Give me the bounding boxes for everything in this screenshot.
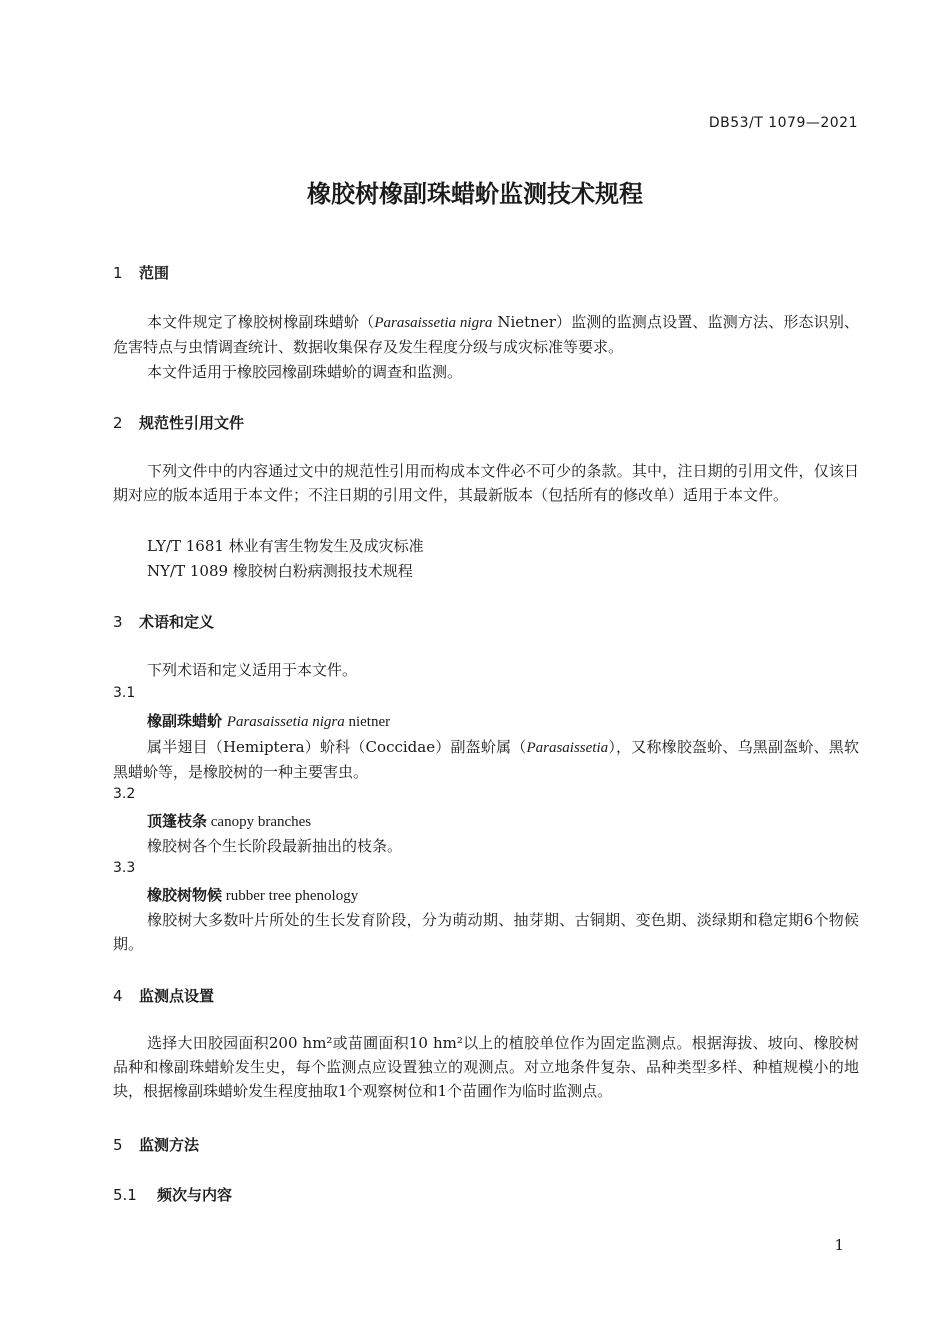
- section-4-heading: [113, 985, 214, 1006]
- term-heading: 橡副珠蜡蚧 Parasaissetia nigra nietner: [147, 712, 391, 730]
- term-definition: 橡胶树大多数叶片所处的生长发育阶段，分为萌动期、抽芽期、古铜期、变色期、淡绿期和稳定期6个物候期。: [113, 911, 859, 953]
- section-title: 规范性引用文件: [139, 414, 245, 432]
- section-title: 范围: [139, 264, 170, 282]
- section-number: 5: [113, 1136, 123, 1154]
- section-number: 4: [113, 987, 123, 1005]
- subsection-5-1-heading: [113, 1184, 232, 1205]
- section-title: 监测点设置: [139, 987, 215, 1005]
- term-number: 3.1: [113, 685, 136, 701]
- section-5-heading: [113, 1134, 199, 1155]
- section-number: 1: [113, 264, 123, 282]
- reference-item: LY/T 1681 林业有害生物发生及成灾标准: [147, 537, 424, 555]
- page-number: 1: [834, 1236, 844, 1254]
- term-definition: 属半翅目（Hemiptera）蚧科（Coccidae）副盔蚧属（Parasaissetia），又称橡胶盔蚧、乌黑副盔蚧、黑软黑蜡蚧等，是橡胶树的一种主要害虫。: [113, 738, 859, 781]
- subsection-number: 5.1: [113, 1186, 137, 1204]
- section-3-heading: [113, 611, 214, 632]
- normative-paragraph: 下列文件中的内容通过文中的规范性引用而构成本文件必不可少的条款。其中，注日期的引用文件，仅该日期对应的版本适用于本文件；不注日期的引用文件，其最新版本（包括所有的修改单）适用于本文件。: [113, 462, 859, 504]
- section-title: 术语和定义: [139, 613, 215, 631]
- section-1-heading: [113, 262, 169, 283]
- section-title: 监测方法: [139, 1136, 200, 1154]
- section-number: 2: [113, 414, 123, 432]
- standard-code: DB53/T 1079—2021: [708, 115, 858, 131]
- term-heading: 顶篷枝条 canopy branches: [147, 812, 312, 830]
- term-definition: 橡胶树各个生长阶段最新抽出的枝条。: [147, 837, 403, 855]
- term-number: 3.3: [113, 860, 136, 876]
- section-number: 3: [113, 613, 123, 631]
- monitoring-site-paragraph: 选择大田胶园面积200 hm²或苗圃面积10 hm²以上的植胶单位作为固定监测点。根据海拔、坡向、橡胶树品种和橡副珠蜡蚧发生史，每个监测点应设置独立的观测点。对立地条件复杂、品种类型多样、种植规模小的地块，根据橡副珠蜡蚧发生程度抽取1个观察树位和1个苗圃作为临时监测点。: [113, 1034, 859, 1100]
- scope-paragraph-2: 本文件适用于橡胶园橡副珠蜡蚧的调查和监测。: [147, 363, 463, 381]
- reference-item: NY/T 1089 橡胶树白粉病测报技术规程: [147, 562, 413, 580]
- scope-paragraph-1: 本文件规定了橡胶树橡副珠蜡蚧（Parasaissetia nigra Nietner）监测的监测点设置、监测方法、形态识别、危害特点与虫情调查统计、数据收集保存及发生程度分级与成灾标准等要求。: [113, 313, 859, 356]
- term-heading: 橡胶树物候 rubber tree phenology: [147, 886, 359, 904]
- document-title: 橡胶树橡副珠蜡蚧监测技术规程: [307, 180, 643, 208]
- term-number: 3.2: [113, 786, 136, 802]
- terms-intro: 下列术语和定义适用于本文件。: [147, 661, 358, 679]
- subsection-title: 频次与内容: [157, 1186, 233, 1204]
- section-2-heading: [113, 412, 244, 433]
